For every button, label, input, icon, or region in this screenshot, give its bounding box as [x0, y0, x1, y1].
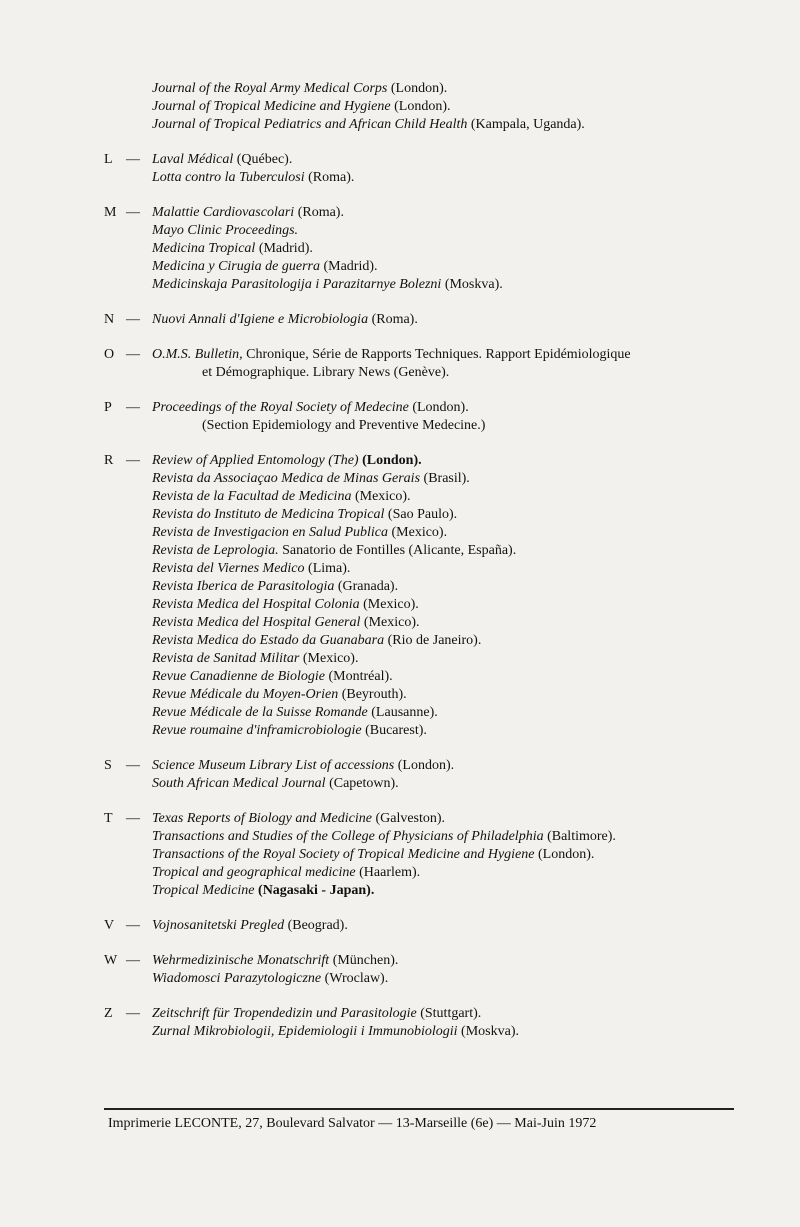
journal-title: Revista da Associaçao Medica de Minas Gerais: [152, 471, 421, 486]
journal-entry: [152, 596, 794, 614]
journal-title: Journal of the Royal Army Medical Corps: [152, 81, 388, 96]
journal-location: (Rio de Janeiro).: [384, 633, 482, 648]
group-dash: —: [126, 811, 140, 826]
journal-entry: [152, 98, 794, 116]
group-dash: —: [126, 152, 140, 167]
journal-title: Revue Médicale de la Suisse Romande: [152, 705, 368, 720]
group-dash: —: [126, 400, 140, 415]
journal-title: Zeitschrift für Tropendedizin und Parasitologie: [152, 1006, 417, 1021]
journal-title: Malattie Cardiovascolari: [152, 205, 295, 220]
journal-location: (Mexico).: [388, 525, 448, 540]
journal-entries: [152, 80, 794, 134]
journal-entry: [152, 828, 794, 846]
group-dash: —: [126, 312, 140, 327]
journal-location: (London).: [390, 99, 451, 114]
letter-group-m: [104, 204, 794, 294]
journal-entry: [152, 1005, 794, 1023]
journal-entry: [152, 311, 794, 329]
group-dash: —: [126, 453, 140, 468]
journal-location: (Brasil).: [420, 471, 470, 486]
journal-entry: [152, 488, 794, 506]
journal-location: (Moskva).: [441, 277, 503, 292]
journal-entry: [152, 258, 794, 276]
journal-entry: [152, 276, 794, 294]
group-letter: [104, 80, 126, 134]
journal-location: (Bucarest).: [361, 723, 427, 738]
letter-group-p: [104, 399, 794, 435]
group-letter: P: [104, 400, 112, 415]
journal-title: Wiadomosci Parazytologiczne: [152, 971, 322, 986]
journal-location: (Mexico).: [359, 597, 419, 612]
journal-entry: [152, 632, 794, 650]
journal-location: (Granada).: [334, 579, 399, 594]
group-letter: T: [104, 811, 113, 826]
journal-title: Revista Medica del Hospital Colonia: [152, 597, 360, 612]
journal-title: Texas Reports of Biology and Medicine: [152, 811, 372, 826]
journal-title: Revista de Leprologia.: [152, 543, 279, 558]
printer-footer: Imprimerie LECONTE, 27, Boulevard Salvator — 13-Marseille (6e) — Mai-Juin 1972: [108, 1116, 597, 1131]
journal-entries: [152, 399, 794, 435]
journal-location: (Lima).: [304, 561, 351, 576]
group-letter: O: [104, 347, 115, 362]
journal-location: (Sao Paulo).: [384, 507, 458, 522]
journal-entry: [152, 399, 794, 417]
journal-entry: [152, 846, 794, 864]
group-letter: M: [104, 205, 117, 220]
group-letter: R: [104, 453, 114, 468]
journal-title: Revista del Viernes Medico: [152, 561, 305, 576]
journal-location: (Madrid).: [319, 259, 378, 274]
journal-title: Vojnosanitetski Pregled: [152, 918, 285, 933]
journal-title: Medicina Tropical: [152, 241, 256, 256]
journal-entry: [152, 1023, 794, 1041]
journal-location: (Mexico).: [360, 615, 420, 630]
group-dash: —: [126, 205, 140, 220]
journal-location: (Mexico).: [351, 489, 411, 504]
journal-title: Mayo Clinic Proceedings.: [152, 223, 299, 238]
group-letter: L: [104, 152, 113, 167]
group-dash: [126, 80, 152, 134]
group-dash: —: [126, 918, 140, 933]
journal-location: (Kampala, Uganda).: [467, 117, 585, 132]
group-dash: —: [126, 1006, 140, 1021]
journal-location: (Moskva).: [457, 1024, 519, 1039]
journal-entry: [152, 775, 794, 793]
journal-title: Medicinskaja Parasitologija i Parazitarnye Bolezni: [152, 277, 442, 292]
journal-list: [104, 80, 794, 1058]
journal-title: Revista de Sanitad Militar: [152, 651, 300, 666]
journal-title: Science Museum Library List of accessions: [152, 758, 395, 773]
journal-location: (London).: [358, 453, 422, 468]
journal-entry: [152, 80, 794, 98]
journal-location: (London).: [408, 400, 469, 415]
journal-entries: [152, 917, 794, 935]
journal-location: (Montréal).: [325, 669, 393, 684]
journal-title: Laval Médical: [152, 152, 234, 167]
journal-location: (London).: [394, 758, 455, 773]
journal-entry: [152, 417, 794, 435]
journal-entry: [152, 116, 794, 134]
journal-entries: [152, 346, 794, 382]
journal-title: Journal of Tropical Pediatrics and African Child Health: [152, 117, 468, 132]
journal-location: (Stuttgart).: [416, 1006, 482, 1021]
journal-entry: [152, 757, 794, 775]
letter-group-w: [104, 952, 794, 988]
journal-entry: [152, 470, 794, 488]
group-letter: Z: [104, 1006, 113, 1021]
journal-entry: [152, 614, 794, 632]
letter-group-s: [104, 757, 794, 793]
journal-location: et Démographique. Library News (Genève).: [202, 365, 450, 380]
journal-entries: [152, 952, 794, 988]
journal-entry: [152, 364, 794, 382]
journal-title: Revista Medica do Estado da Guanabara: [152, 633, 385, 648]
journal-entry: [152, 560, 794, 578]
journal-location: (Roma).: [368, 312, 418, 327]
journal-location: (Beograd).: [284, 918, 348, 933]
journal-title: Revue Canadienne de Biologie: [152, 669, 325, 684]
group-letter: N: [104, 312, 115, 327]
journal-entry: [152, 668, 794, 686]
journal-location: (Roma).: [304, 170, 355, 185]
group-letter: S: [104, 758, 112, 773]
journal-title: Journal of Tropical Medicine and Hygiene: [152, 99, 391, 114]
journal-entry: [152, 952, 794, 970]
journal-entry: [152, 222, 794, 240]
journal-entry: [152, 506, 794, 524]
journal-entries: [152, 204, 794, 294]
journal-location: (Baltimore).: [543, 829, 616, 844]
journal-entry: [152, 970, 794, 988]
journal-entry: [152, 452, 794, 470]
journal-title: Revista do Instituto de Medicina Tropical: [152, 507, 385, 522]
journal-location: (Québec).: [233, 152, 293, 167]
journal-entries: [152, 757, 794, 793]
journal-title: Nuovi Annali d'Igiene e Microbiologia: [152, 312, 369, 327]
group-dash: —: [126, 347, 140, 362]
journal-location: (Lausanne).: [367, 705, 438, 720]
group-letter: V: [104, 918, 115, 933]
letter-group-l: [104, 151, 794, 187]
letter-group-j: [104, 80, 794, 134]
journal-title: Review of Applied Entomology (The): [152, 453, 359, 468]
letter-group-n: [104, 311, 794, 329]
journal-entry: [152, 650, 794, 668]
letter-group-o: [104, 346, 794, 382]
journal-location: (Wroclaw).: [321, 971, 389, 986]
journal-location: (Mexico).: [299, 651, 359, 666]
journal-entry: [152, 240, 794, 258]
journal-entries: [152, 810, 794, 900]
journal-title: Medicina y Cirugia de guerra: [152, 259, 320, 274]
journal-location: (Nagasaki - Japan).: [254, 883, 375, 898]
journal-entry: [152, 704, 794, 722]
journal-entry: [152, 686, 794, 704]
journal-entry: [152, 524, 794, 542]
footer-rule: [104, 1108, 734, 1110]
journal-title: Lotta contro la Tuberculosi: [152, 170, 305, 185]
journal-location: (Roma).: [294, 205, 344, 220]
journal-title: Revista de Investigacion en Salud Publica: [152, 525, 388, 540]
journal-entry: [152, 722, 794, 740]
journal-entry: [152, 810, 794, 828]
journal-entry: [152, 882, 794, 900]
journal-entry: [152, 917, 794, 935]
group-dash: —: [126, 758, 140, 773]
journal-entry: [152, 542, 794, 560]
journal-title: Tropical Medicine: [152, 883, 255, 898]
journal-title: Revue Médicale du Moyen-Orien: [152, 687, 339, 702]
journal-entries: [152, 1005, 794, 1041]
journal-location: (London).: [387, 81, 448, 96]
journal-entry: [152, 204, 794, 222]
journal-entries: [152, 311, 794, 329]
journal-location: (Haarlem).: [355, 865, 421, 880]
journal-title: South African Medical Journal: [152, 776, 326, 791]
journal-location: Sanatorio de Fontilles (Alicante, España).: [278, 543, 517, 558]
journal-entry: [152, 864, 794, 882]
journal-location: (München).: [329, 953, 399, 968]
journal-entries: [152, 151, 794, 187]
journal-title: Revue roumaine d'inframicrobiologie: [152, 723, 362, 738]
letter-group-v: [104, 917, 794, 935]
journal-title: Proceedings of the Royal Society of Medecine: [152, 400, 409, 415]
journal-entries: [152, 452, 794, 740]
journal-entry: [152, 346, 794, 364]
journal-entry: [152, 578, 794, 596]
letter-group-t: [104, 810, 794, 900]
group-letter: W: [104, 953, 118, 968]
journal-title: Revista de la Facultad de Medicina: [152, 489, 352, 504]
journal-location: (Section Epidemiology and Preventive Medecine.): [202, 418, 486, 433]
journal-title: Tropical and geographical medicine: [152, 865, 356, 880]
journal-title: Revista Iberica de Parasitologia: [152, 579, 335, 594]
journal-location: (London).: [534, 847, 595, 862]
journal-location: (Galveston).: [371, 811, 446, 826]
group-dash: —: [126, 953, 140, 968]
journal-entry: [152, 151, 794, 169]
journal-title: Revista Medica del Hospital General: [152, 615, 361, 630]
journal-title: Wehrmedizinische Monatschrift: [152, 953, 330, 968]
journal-location: (Capetown).: [325, 776, 399, 791]
journal-location: (Madrid).: [255, 241, 313, 256]
journal-title: Transactions of the Royal Society of Tropical Medicine and Hygiene: [152, 847, 535, 862]
letter-group-z: [104, 1005, 794, 1041]
journal-location: (Beyrouth).: [338, 687, 407, 702]
journal-entry: [152, 169, 794, 187]
journal-title: O.M.S. Bulletin,: [152, 347, 243, 362]
letter-group-r: [104, 452, 794, 740]
journal-title: Transactions and Studies of the College of Physicians of Philadelphia: [152, 829, 544, 844]
journal-location: Chronique, Série de Rapports Techniques. Rapport Epidémiologique: [242, 347, 631, 362]
journal-title: Zurnal Mikrobiologii, Epidemiologii i Immunobiologii: [152, 1024, 458, 1039]
